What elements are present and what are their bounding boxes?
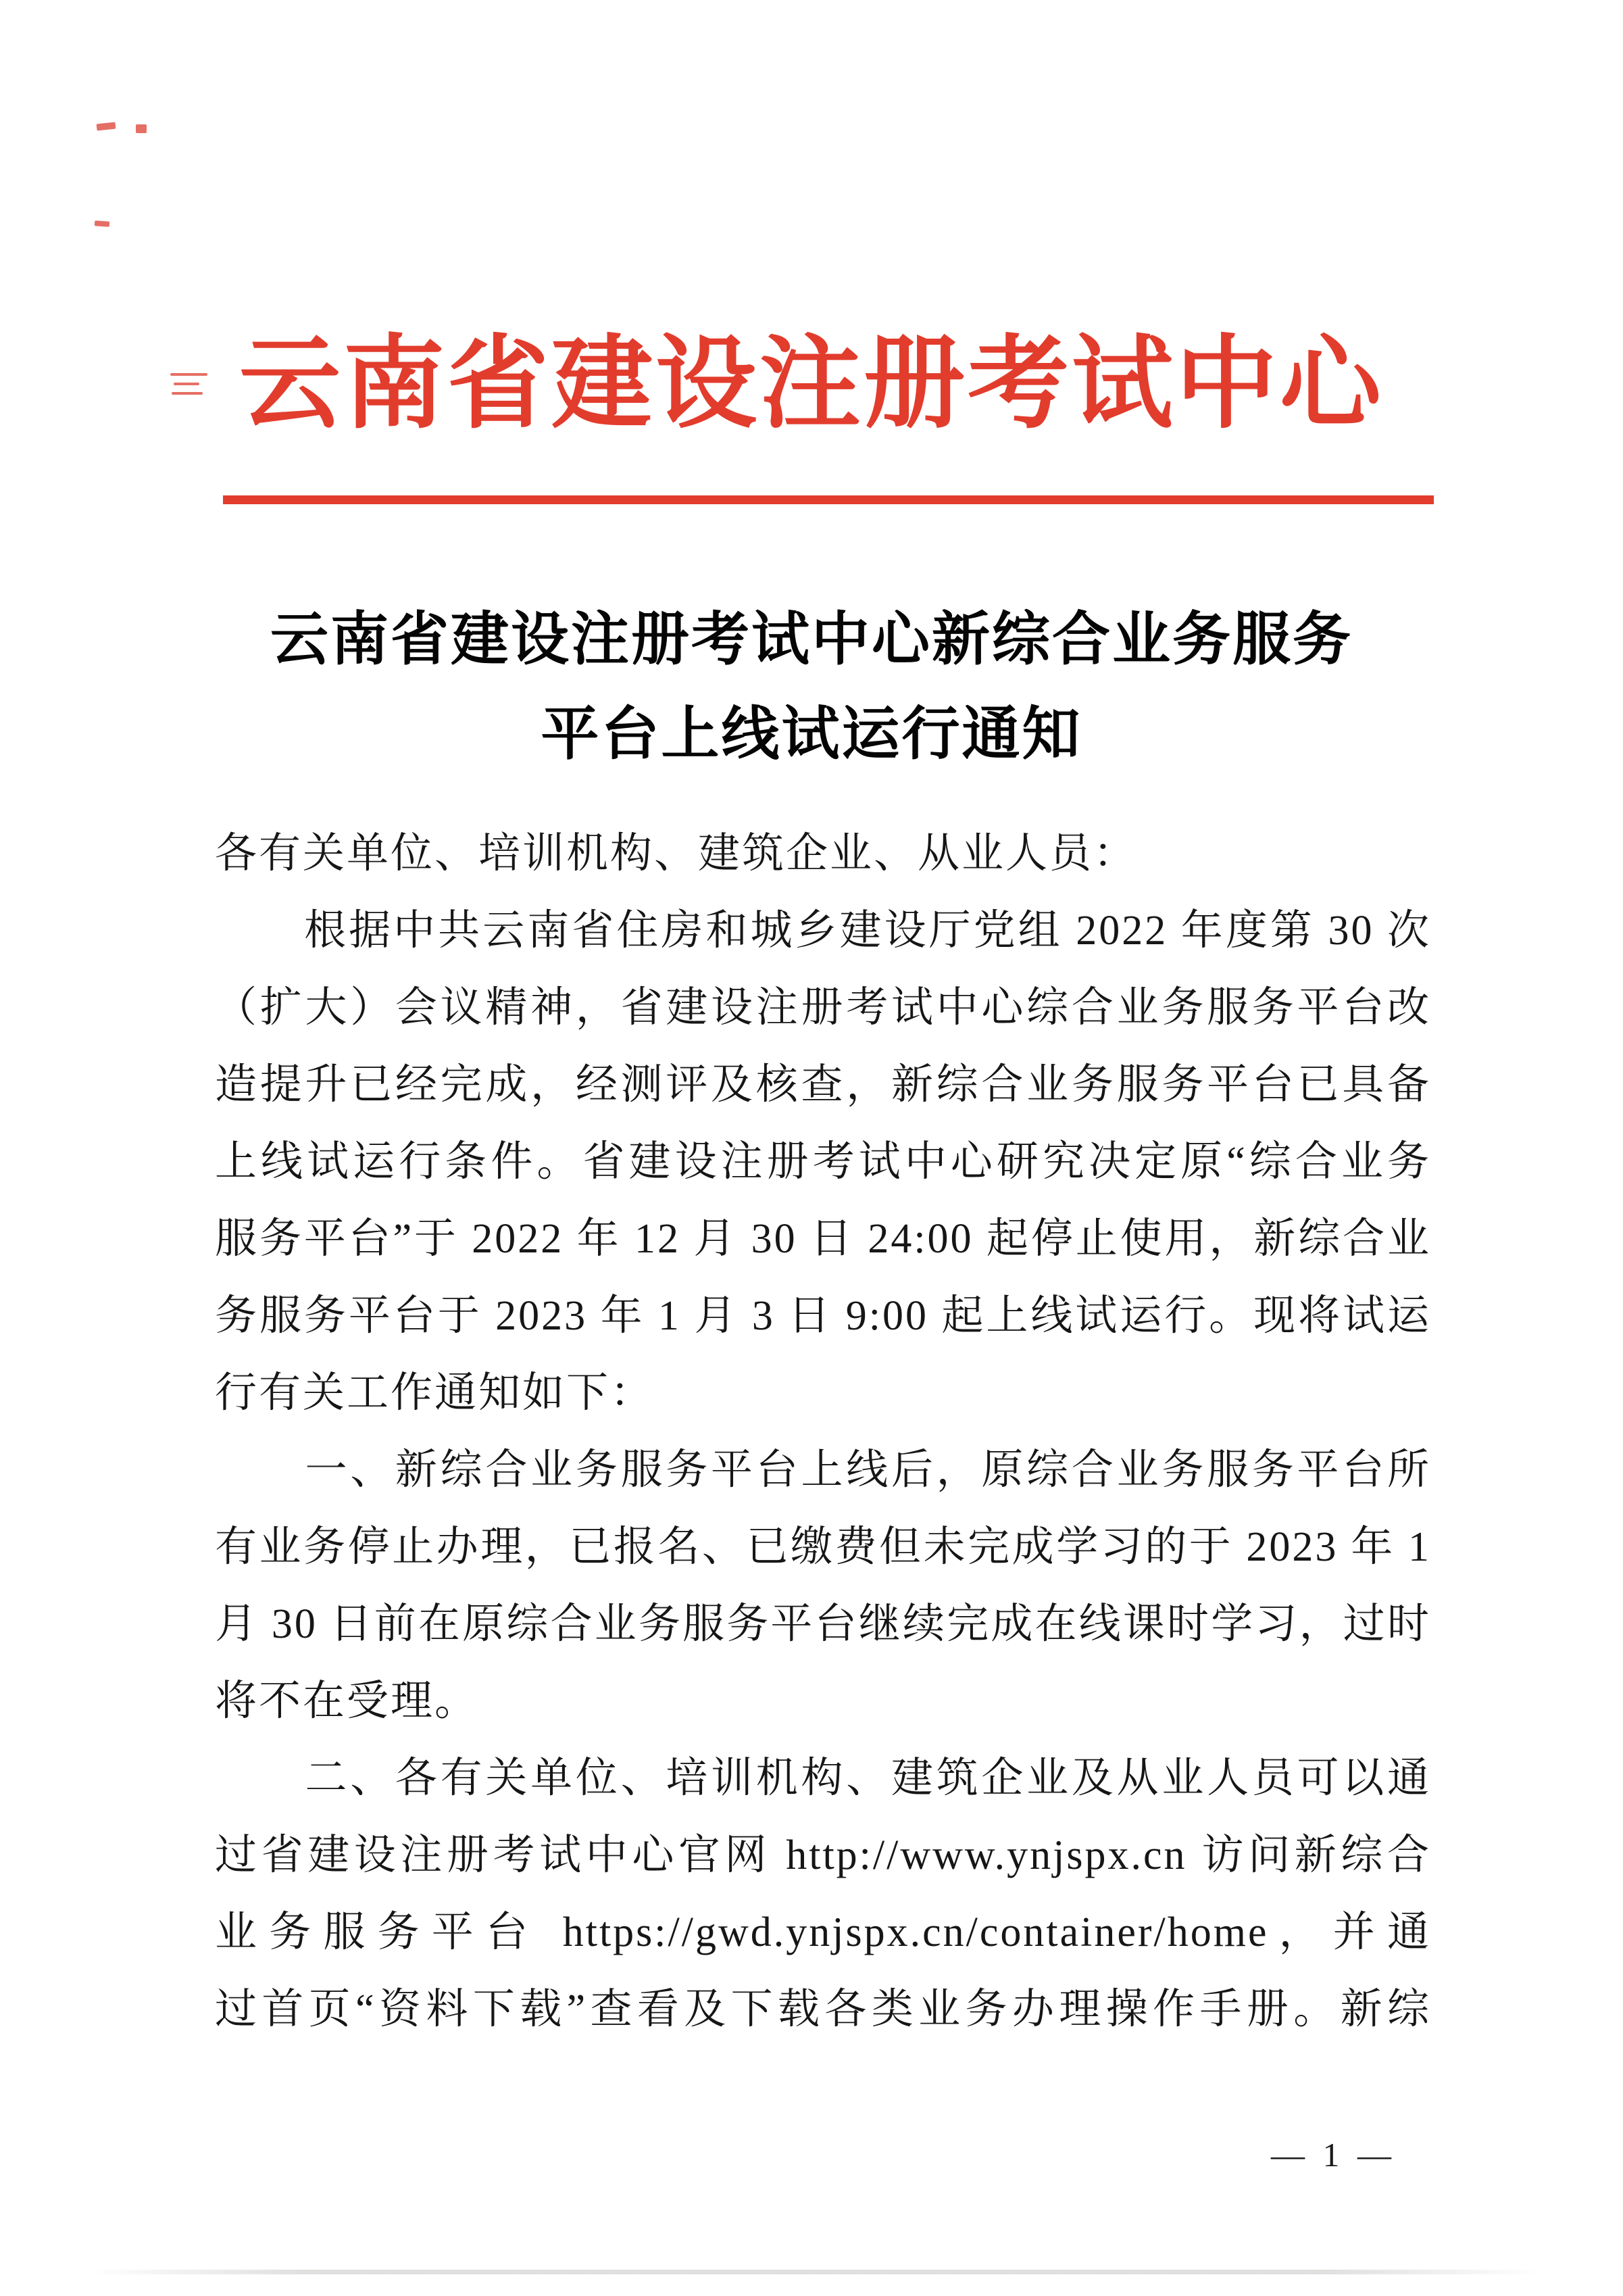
document-title-line-2: 平台上线试运行通知	[541, 702, 1082, 766]
body-line: 各有关单位、培训机构、建筑企业、从业人员：	[215, 831, 1138, 877]
scan-edge-shadow	[88, 2270, 1541, 2274]
scan-artifact	[136, 124, 147, 133]
document-title-line-1: 云南省建设注册考试中心新综合业务服务	[270, 607, 1353, 672]
letterhead-divider-line	[223, 495, 1434, 504]
body-line: 过省建设注册考试中心官网 http://www.ynjspx.cn 访问新综合	[215, 1832, 1431, 1878]
body-line: 有业务停止办理，已报名、已缴费但未完成学习的于 2023 年 1	[215, 1524, 1431, 1570]
letterhead-org-name: 云南省建设注册考试中心	[239, 328, 1384, 441]
body-line: 业务服务平台 https://gwd.ynjspx.cn/container/home，并通	[215, 1909, 1431, 1955]
body-line: 行有关工作通知如下：	[215, 1370, 655, 1416]
body-line: 二、各有关单位、培训机构、建筑企业及从业人员可以通	[215, 1755, 1431, 1801]
body-lines	[215, 815, 1431, 2048]
body-line: 月 30 日前在原综合业务服务平台继续完成在线课时学习，过时	[215, 1601, 1431, 1647]
body-line: 过首页“资料下载”查看及下载各类业务办理操作手册。新综	[215, 1986, 1431, 2032]
page-number: — 1 —	[1271, 2136, 1391, 2174]
body-line: 服务平台”于 2022 年 12 月 30 日 24:00 起停止使用，新综合业	[215, 1216, 1431, 1262]
scan-artifact	[97, 122, 116, 131]
document-title	[0, 592, 1623, 781]
scan-artifact	[95, 220, 110, 227]
body-line: 将不在受理。	[215, 1678, 479, 1724]
body-line: 根据中共云南省住房和城乡建设厅党组 2022 年度第 30 次	[215, 908, 1431, 954]
body-line: 一、新综合业务服务平台上线后，原综合业务服务平台所	[215, 1447, 1431, 1493]
body-line: 务服务平台于 2023 年 1 月 3 日 9:00 起上线试运行。现将试运	[215, 1293, 1431, 1339]
body-line: （扩大）会议精神，省建设注册考试中心综合业务服务平台改	[215, 985, 1431, 1031]
body-line: 上线试运行条件。省建设注册考试中心研究决定原“综合业务	[215, 1139, 1431, 1185]
body-line: 造提升已经完成，经测评及核查，新综合业务服务平台已具备	[215, 1062, 1431, 1108]
